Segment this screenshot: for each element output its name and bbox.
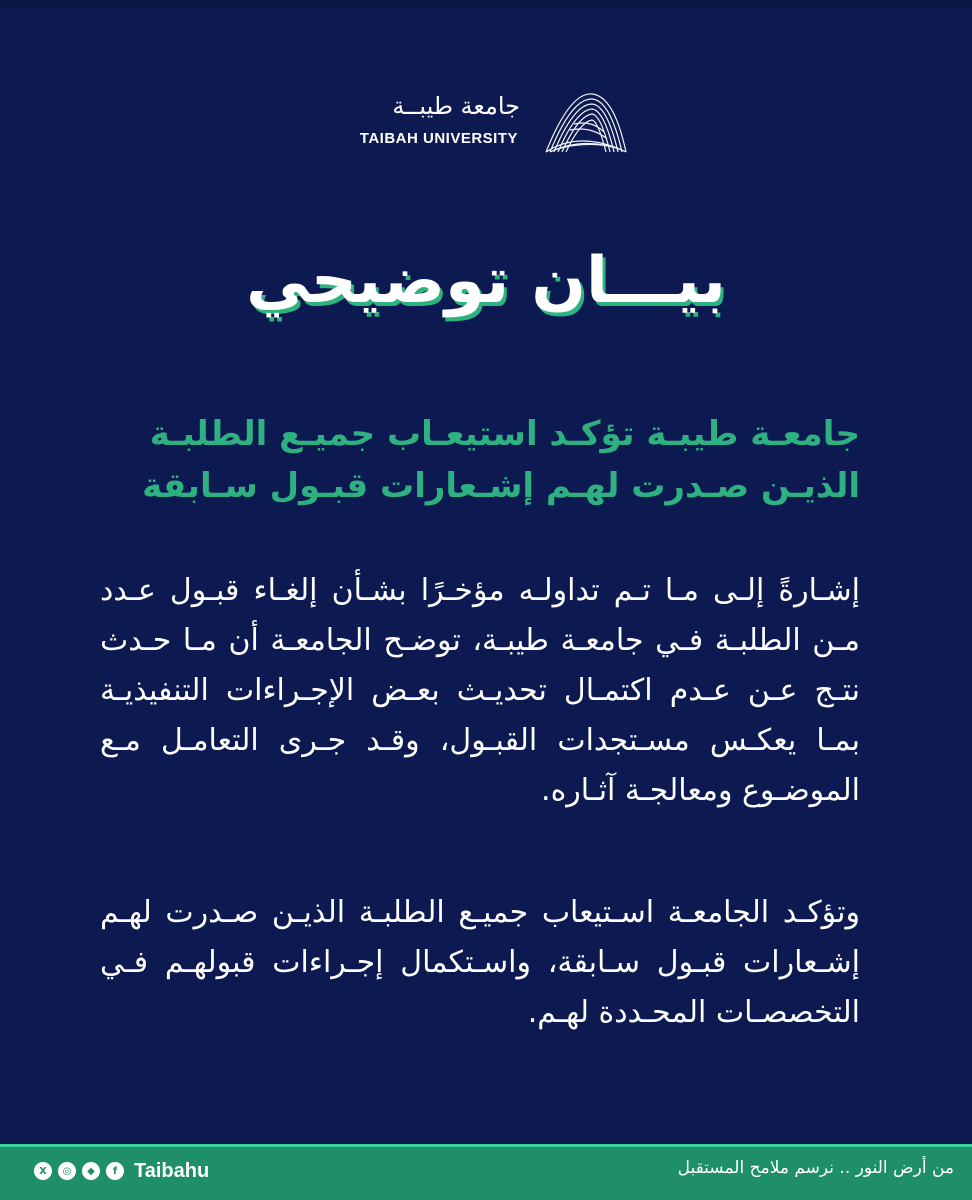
snapchat-icon[interactable]: ◆ bbox=[82, 1162, 100, 1180]
body-paragraph-1: إشـارةً إلـى مـا تـم تداولـه مؤخـرًا بشـأن إلغـاء قبـول عـدد مـن الطلبـة فـي جامعـة طيبـة، توضـح الجامعـة أن مـا حـدث نتـج عـن عـدم اكتمـال تحديـث بعـض الإجـراءات التنفيذيـة بمـا يعكـس مسـتجدات القبـول، وقـد جـرى التعامـل مـع الموضـوع ومعالجـة آثـاره. bbox=[100, 573, 860, 808]
subtitle bbox=[100, 408, 860, 512]
subtitle-line-2: الذيـن صـدرت لهـم إشـعارات قبـول سـابقة bbox=[142, 466, 860, 506]
taibah-logo-icon bbox=[540, 90, 630, 160]
body-paragraph-2: وتؤكـد الجامعـة اسـتيعاب جميـع الطلبـة الذيـن صـدرت لهـم إشـعارات قبـول سـابقة، واسـتكمال إجـراءات قبولهـم فـي التخصصـات المحـددة لهـم. bbox=[100, 895, 860, 1030]
social-links bbox=[34, 1156, 209, 1186]
logo-name-arabic: جامعة طيبــة bbox=[392, 92, 520, 120]
footer-divider bbox=[0, 1144, 972, 1147]
top-strip bbox=[0, 0, 972, 8]
title-wrap bbox=[0, 238, 972, 328]
facebook-icon[interactable]: f bbox=[106, 1162, 124, 1180]
logo-name-english: TAIBAH UNIVERSITY bbox=[359, 130, 518, 147]
footer-bar bbox=[0, 1144, 972, 1200]
x-icon[interactable]: X bbox=[34, 1162, 52, 1180]
page-title: بيـــان توضيحي bbox=[246, 244, 726, 318]
subtitle-line-1: جامعـة طيبـة تؤكـد استيعـاب جميـع الطلبـة bbox=[149, 414, 860, 454]
instagram-icon[interactable]: ◎ bbox=[58, 1162, 76, 1180]
social-handle[interactable]: Taibahu bbox=[134, 1159, 210, 1182]
footer-slogan: من أرض النور .. نرسم ملامح المستقبل bbox=[677, 1158, 954, 1178]
university-logo bbox=[340, 90, 630, 160]
